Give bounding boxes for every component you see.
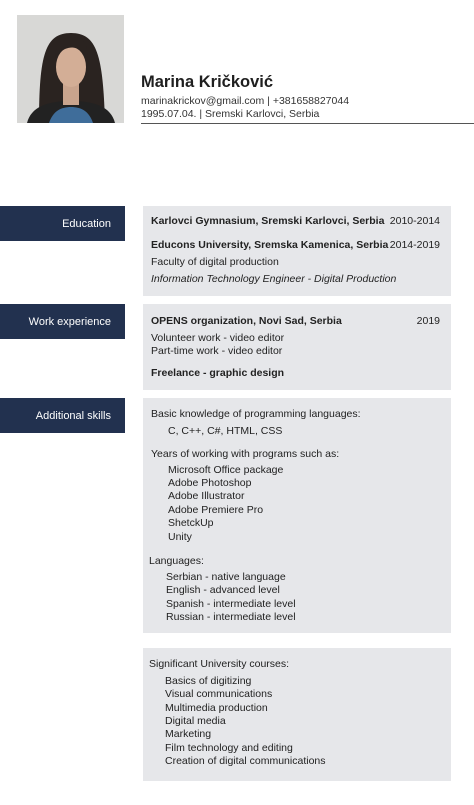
- program-item: Adobe Premiere Pro: [168, 504, 264, 516]
- languages-heading: Languages:: [149, 555, 204, 567]
- course-item: Visual communications: [165, 688, 273, 700]
- section-label-work-experience: Work experience: [0, 304, 125, 339]
- education-entry-detail: Faculty of digital production: [151, 256, 279, 268]
- section-label-additional-skills: Additional skills: [0, 398, 125, 433]
- program-item: Adobe Photoshop: [168, 477, 252, 489]
- contact-info: marinakrickov@gmail.com | +381658827044: [141, 95, 350, 107]
- education-entry-years: 2010-2014: [389, 215, 440, 227]
- work-entry-line: Part-time work - video editor: [151, 345, 283, 357]
- course-item: Digital media: [165, 715, 226, 727]
- skills-panel: [143, 398, 451, 633]
- person-name: Marina Kričković: [141, 73, 274, 91]
- education-entry-years: 2014-2019: [389, 239, 440, 251]
- language-item: English - advanced level: [166, 584, 280, 596]
- birth-location-info: 1995.07.04. | Sremski Karlovci, Serbia: [141, 108, 320, 120]
- work-entry-years: 2019: [416, 315, 440, 327]
- language-item: Serbian - native language: [166, 571, 286, 583]
- courses-panel: [143, 648, 451, 781]
- course-item: Film technology and editing: [165, 742, 293, 754]
- course-item: Multimedia production: [165, 702, 268, 714]
- work-entry-title: OPENS organization, Novi Sad, Serbia: [151, 315, 342, 327]
- courses-heading: Significant University courses:: [149, 658, 290, 670]
- education-entry-degree: Information Technology Engineer - Digital Production: [151, 273, 397, 285]
- education-entry-title: Karlovci Gymnasium, Sremski Karlovci, Serbia: [151, 215, 385, 227]
- program-item: Unity: [168, 531, 192, 543]
- course-item: Basics of digitizing: [165, 675, 252, 687]
- program-item: Adobe Illustrator: [168, 490, 245, 502]
- education-entry-title: Educons University, Sremska Kamenica, Serbia: [151, 239, 389, 251]
- section-label-education: Education: [0, 206, 125, 241]
- work-panel: [143, 304, 451, 390]
- course-item: Marketing: [165, 728, 212, 740]
- programming-list: C, C++, C#, HTML, CSS: [168, 425, 283, 437]
- language-item: Russian - intermediate level: [166, 611, 296, 623]
- work-entry-title: Freelance - graphic design: [151, 367, 285, 379]
- language-item: Spanish - intermediate level: [166, 598, 296, 610]
- course-item: Creation of digital communications: [165, 755, 326, 767]
- work-entry-line: Volunteer work - video editor: [151, 332, 285, 344]
- program-item: ShetckUp: [168, 517, 214, 529]
- programs-heading: Years of working with programs such as:: [151, 448, 340, 460]
- program-item: Microsoft Office package: [168, 464, 284, 476]
- profile-photo: [17, 15, 124, 123]
- header-divider: [141, 123, 474, 124]
- programming-heading: Basic knowledge of programming languages:: [151, 408, 361, 420]
- education-panel: [143, 206, 451, 296]
